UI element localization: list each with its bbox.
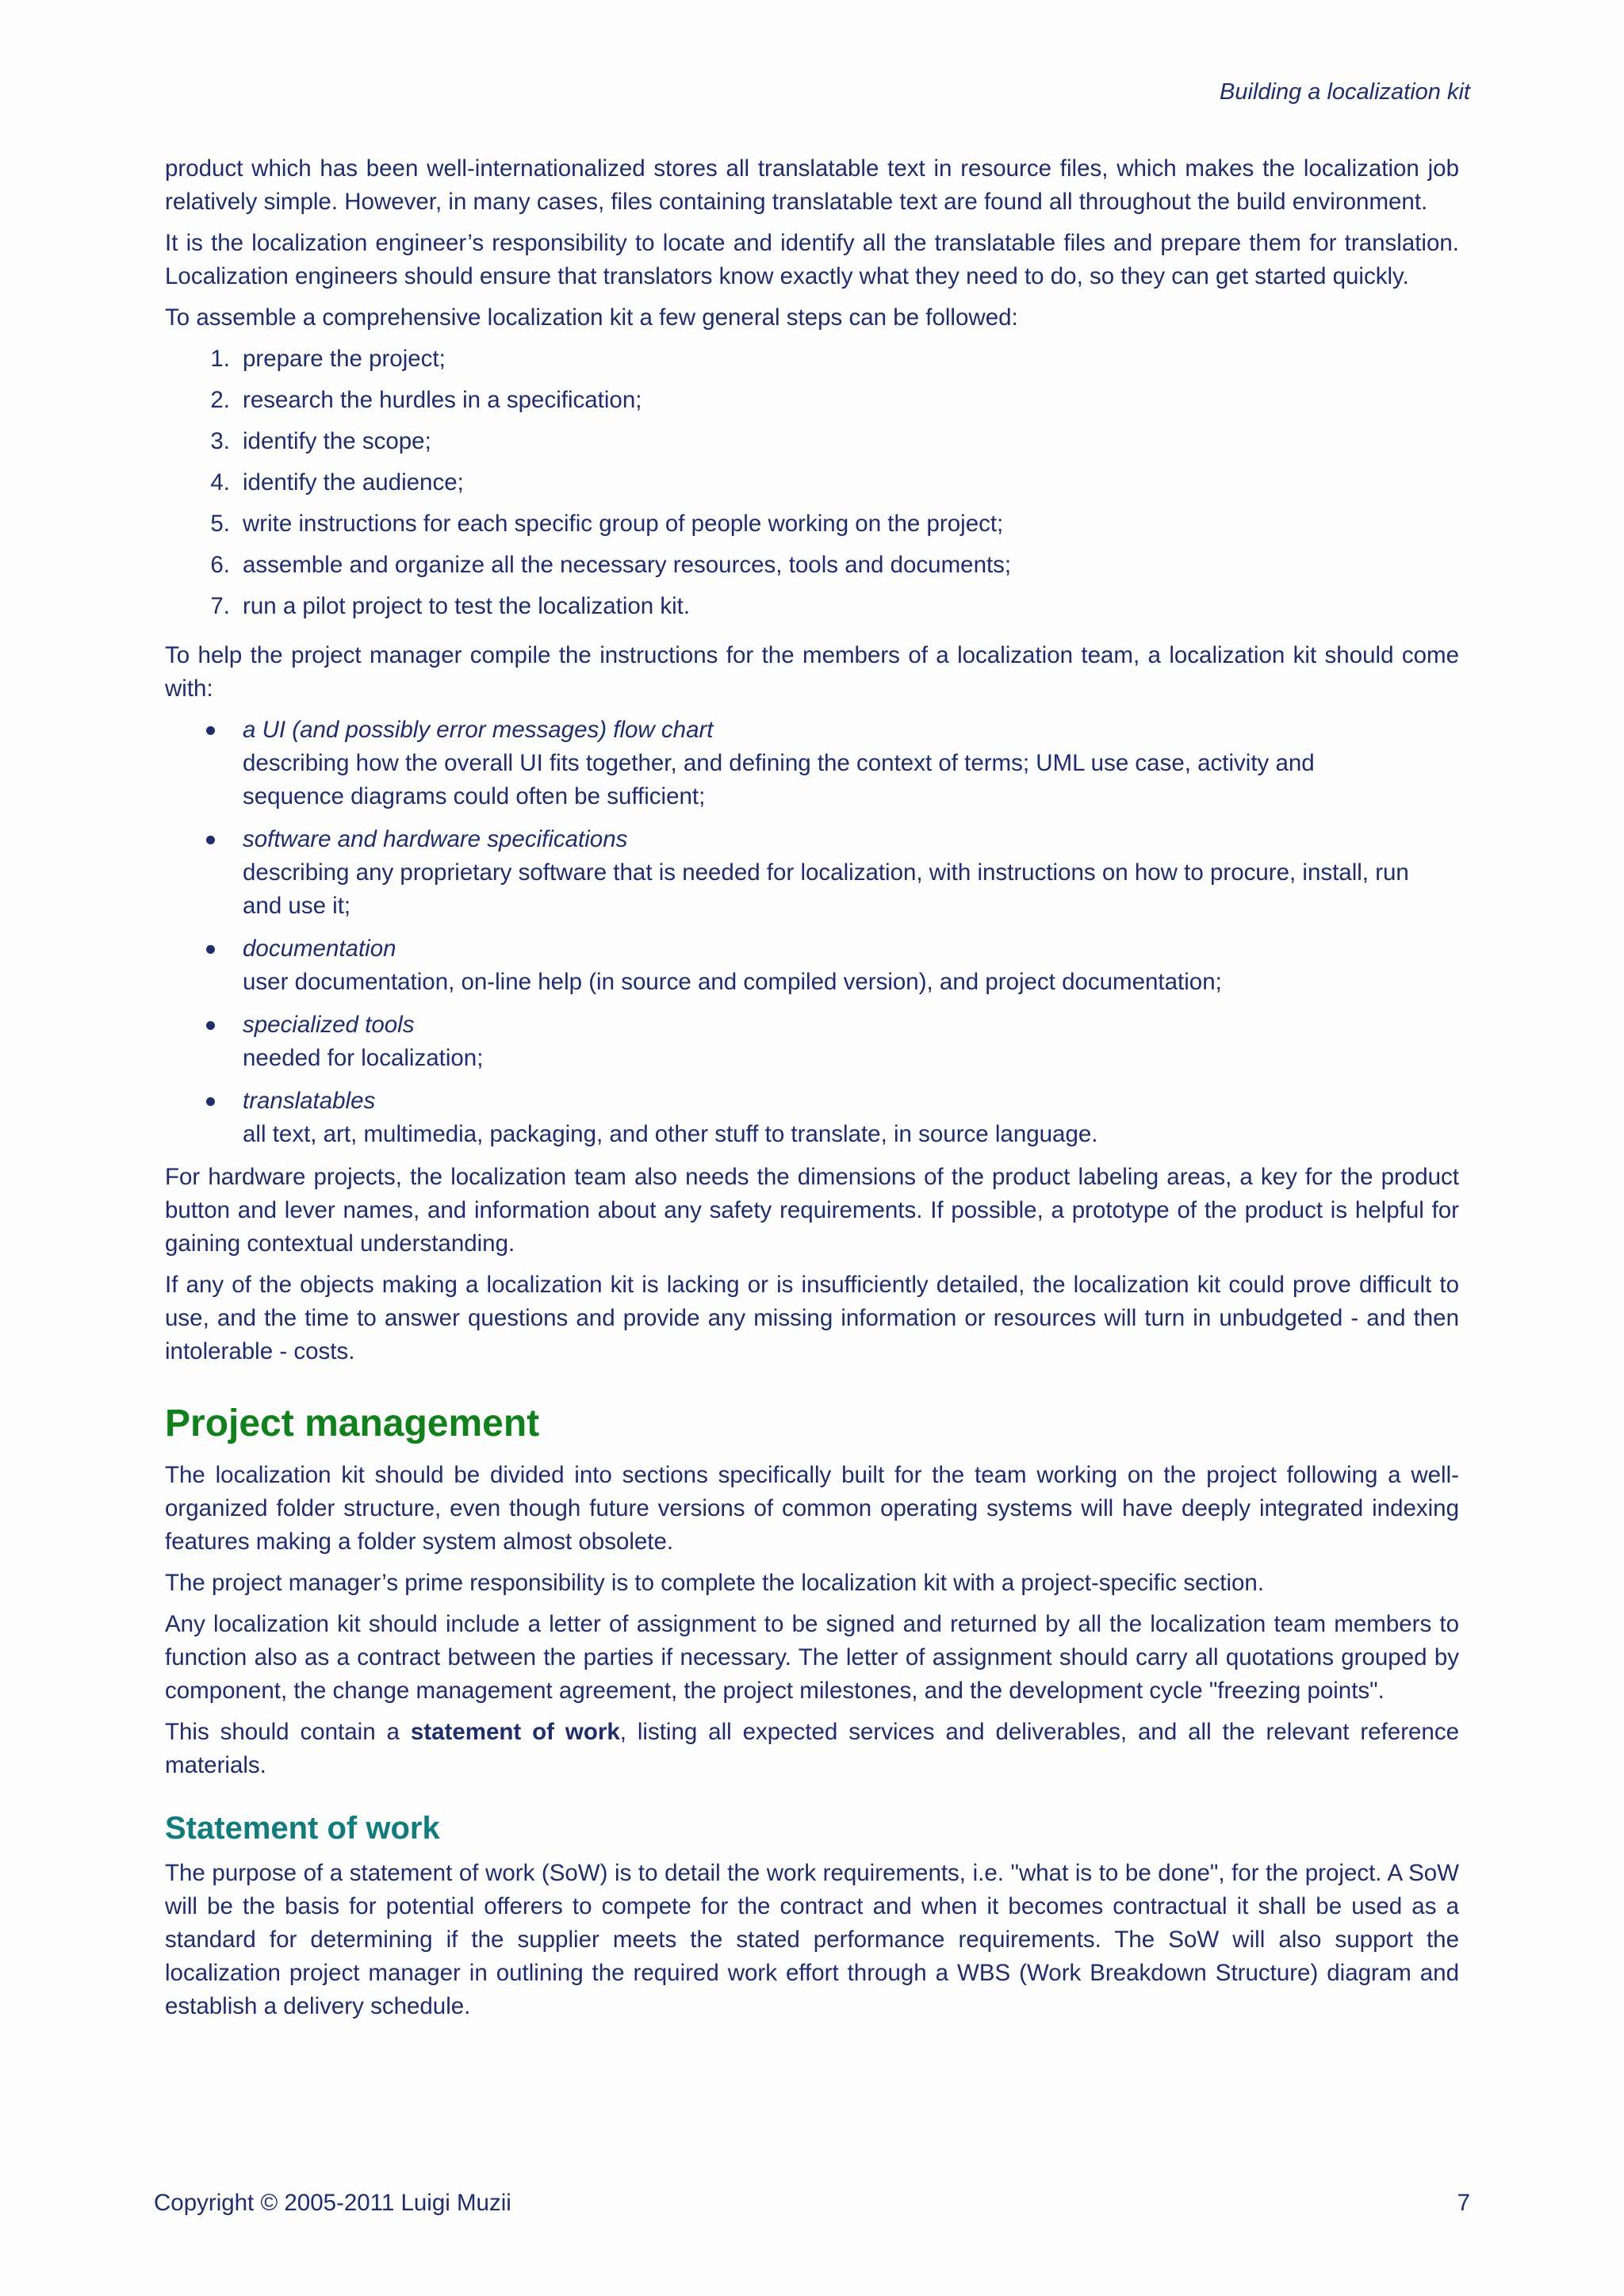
list-item — [165, 590, 1459, 631]
body-paragraph: It is the localization engineer’s responsibility to locate and identify all the translatable files and prepare them for translation. Localization engineers should ensure that translators know exactly what they need to do, so they can get started quickly. — [165, 230, 1459, 289]
list-item-text: prepare the project; — [243, 346, 446, 372]
list-item — [165, 932, 1459, 999]
list-number: 6. — [210, 552, 230, 578]
item-term: specialized tools — [243, 1012, 415, 1038]
list-item-text: assemble and organize all the necessary resources, tools and documents; — [243, 552, 1012, 578]
steps-list — [165, 342, 1459, 631]
item-description: user documentation, on-line help (in source and compiled version), and project documentation; — [243, 969, 1222, 995]
item-term: a UI (and possibly error messages) flow chart — [243, 717, 714, 743]
list-number: 2. — [210, 387, 230, 413]
body-paragraph: The purpose of a statement of work (SoW) is to detail the work requirements, i.e. "what is to be done", for the project. A SoW will be the basis for potential offerers to compete for the contract and when it becomes contractual it shall be used as a standard for determining if the supplier meets the stated performance requirements. The SoW will also support the localization project manager in outlining the required work effort through a WBS (Work Breakdown Structure) diagram and establish a delivery schedule. — [165, 1860, 1459, 2019]
list-item-text: run a pilot project to test the localization kit. — [243, 593, 691, 619]
body-paragraph: To assemble a comprehensive localization kit a few general steps can be followed: — [165, 304, 1018, 331]
item-description: describing any proprietary software that is needed for localization, with instructions on how to procure, install, run and use it; — [243, 859, 1409, 919]
body-paragraph: Any localization kit should include a letter of assignment to be signed and returned by all the localization team members to function also as a contract between the parties if necessary. The letter of assignment should carry all quotations grouped by component, the change management agreement, the project milestones, and the development cycle "freezing points". — [165, 1611, 1459, 1704]
text-run: This should contain a — [165, 1719, 411, 1745]
list-item — [165, 507, 1459, 549]
kit-items-list — [165, 714, 1459, 1151]
list-item — [165, 466, 1459, 507]
page-content — [165, 152, 1459, 2031]
body-paragraph — [165, 1716, 1459, 1782]
item-term: software and hardware specifications — [243, 826, 628, 852]
list-item — [165, 823, 1459, 923]
list-item — [165, 425, 1459, 466]
item-term: documentation — [243, 936, 396, 962]
body-paragraph: To help the project manager compile the instructions for the members of a localization team, a localization kit should come with: — [165, 642, 1459, 702]
list-number: 7. — [210, 593, 230, 619]
item-description: all text, art, multimedia, packaging, and other stuff to translate, in source language. — [243, 1121, 1098, 1147]
page-number: 7 — [1457, 2190, 1470, 2216]
list-number: 3. — [210, 428, 230, 454]
subsection-heading: Statement of work — [165, 1811, 440, 1846]
list-item-text: research the hurdles in a specification; — [243, 387, 642, 413]
item-description: describing how the overall UI fits together, and defining the context of terms; UML use case, activity and sequence diagrams could often be sufficient; — [243, 750, 1315, 809]
list-number: 4. — [210, 469, 230, 496]
list-item-text: identify the audience; — [243, 469, 464, 496]
section-heading: Project management — [165, 1402, 540, 1445]
list-item — [165, 1085, 1459, 1151]
body-paragraph: The project manager’s prime responsibility is to complete the localization kit with a project-specific section. — [165, 1570, 1265, 1596]
list-item-text: write instructions for each specific group of people working on the project; — [243, 511, 1004, 537]
text-run: , listing all expected services and deliverables, and all the relevant reference materials. — [165, 1719, 1459, 1778]
bold-term: statement of work — [410, 1719, 620, 1745]
list-item — [165, 714, 1459, 813]
body-paragraph: product which has been well-internationalized stores all translatable text in resource files, which makes the localization job relatively simple. However, in many cases, files containing translatable text are found all throughout the build environment. — [165, 155, 1459, 215]
copyright-notice: Copyright © 2005-2011 Luigi Muzii — [154, 2190, 511, 2216]
list-item — [165, 549, 1459, 590]
body-paragraph: For hardware projects, the localization team also needs the dimensions of the product labeling areas, a key for the product button and lever names, and information about any safety requirements. If possible, a prototype of the product is helpful for gaining contextual understanding. — [165, 1164, 1459, 1257]
body-paragraph: If any of the objects making a localization kit is lacking or is insufficiently detailed, the localization kit could prove difficult to use, and the time to answer questions and provide any missing information or resources will turn in unbudgeted - and then intolerable - costs. — [165, 1272, 1459, 1364]
list-number: 1. — [210, 346, 230, 372]
body-paragraph: The localization kit should be divided into sections specifically built for the team working on the project following a well-organized folder structure, even though future versions of common operating systems will have deeply integrated indexing features making a folder system almost obsolete. — [165, 1462, 1459, 1555]
list-number: 5. — [210, 511, 230, 537]
item-term: translatables — [243, 1088, 376, 1114]
item-description: needed for localization; — [243, 1045, 484, 1071]
running-header: Building a localization kit — [1220, 79, 1470, 105]
list-item — [165, 1008, 1459, 1075]
list-item — [165, 342, 1459, 384]
list-item-text: identify the scope; — [243, 428, 431, 454]
list-item — [165, 384, 1459, 425]
